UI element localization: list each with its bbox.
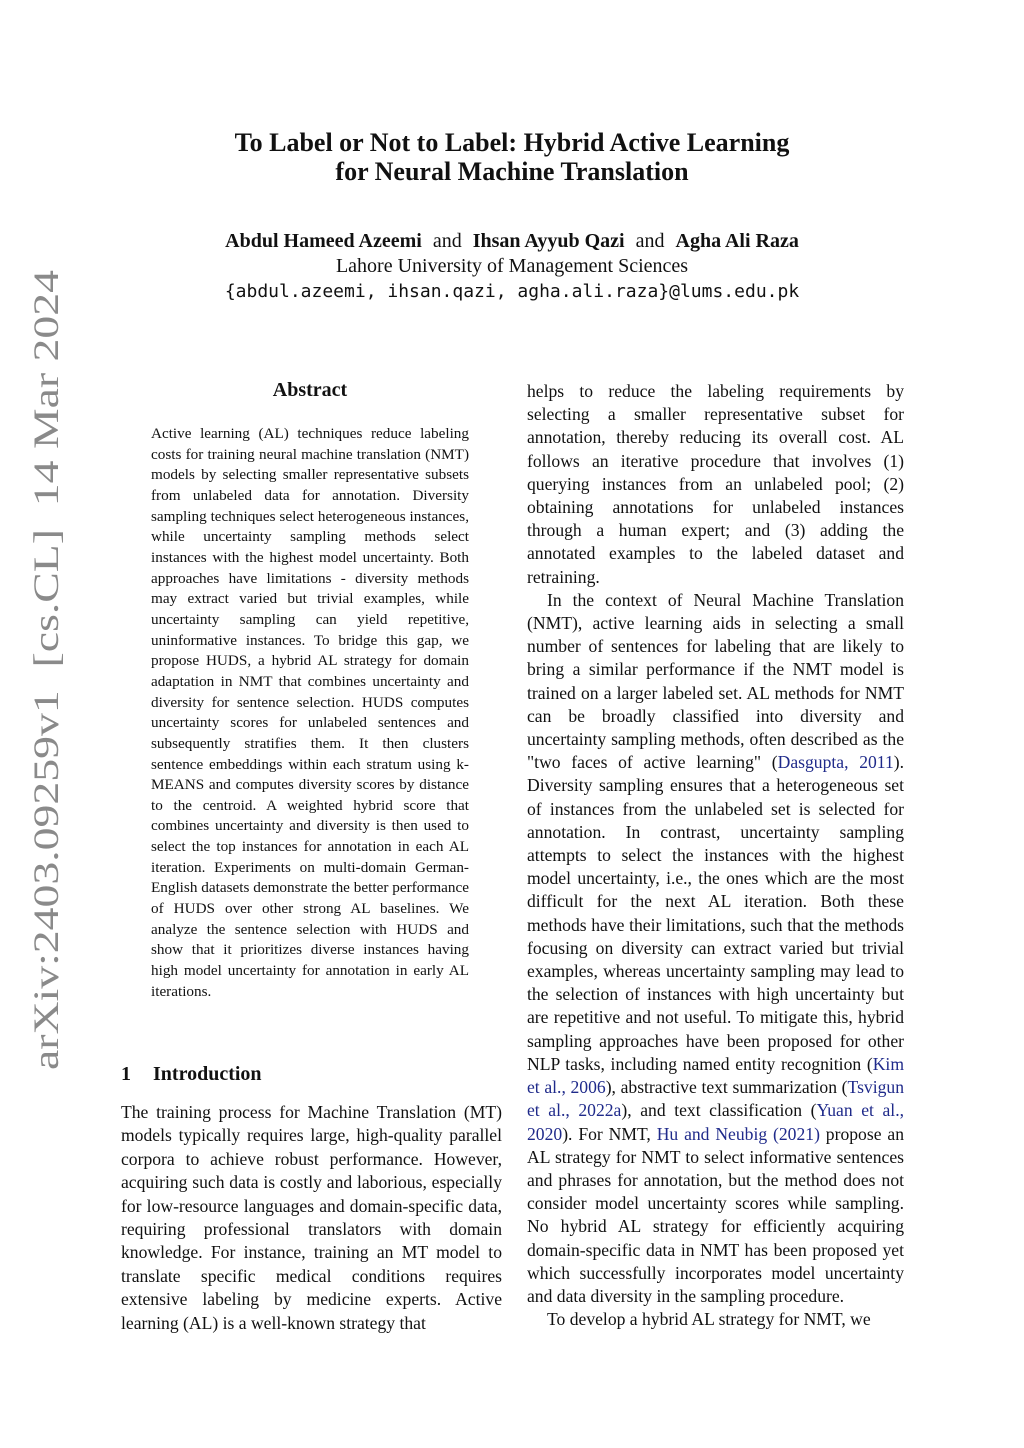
citation-link[interactable]: Hu and Neubig bbox=[656, 1123, 768, 1144]
paper-title-line-1: To Label or Not to Label: Hybrid Active Learning bbox=[234, 128, 790, 157]
right-column-paragraph-3: To develop a hybrid AL strategy for NMT, we bbox=[547, 1309, 871, 1330]
section-number: 1 bbox=[121, 1063, 131, 1085]
author-3: Agha Ali Raza bbox=[675, 230, 799, 252]
citation-link[interactable]: Tsvigun et al., 2022a bbox=[527, 1077, 904, 1121]
section-title: Introduction bbox=[153, 1063, 262, 1085]
text-run: propose an AL strategy for NMT to select informative sentences and phrases for annotation, but the method does not consider model uncertainty scores while sampling. No hybrid AL strategy for efficiently acquiring domain-specific data in NMT has been proposed yet which successfully incorporates model uncertainty and data diversity in the sampling procedure. bbox=[527, 1123, 904, 1306]
author-emails: {abdul.azeemi, ihsan.qazi, agha.ali.raza}@lums.edu.pk bbox=[224, 281, 800, 302]
text-run: ). For NMT, bbox=[562, 1123, 657, 1144]
author-list bbox=[0, 228, 1024, 254]
arxiv-stamp-text: arXiv:2403.09259v1 [cs.CL] 14 Mar 2024 bbox=[26, 440, 66, 1070]
text-run: ). Diversity sampling ensures that a heterogeneous set of instances from the unlabeled set is selected for annotation. In contrast, uncertainty sampling attempts to select the instances with the highest model uncertainty, i.e., the ones which are the most difficult for the next AL iteration. Both these methods have their limitations, such that the methods focusing on diversity can extract varied but trivial examples, whereas uncertainty sampling may lead to the selection of instances with high uncertainty but are repetitive and not useful. To mitigate this, hybrid sampling approaches have been proposed for other NLP tasks, including named entity recognition ( bbox=[527, 752, 905, 1074]
abstract-heading: Abstract bbox=[272, 379, 348, 401]
author-conjunction: and bbox=[635, 230, 665, 252]
abstract-text: Active learning (AL) techniques reduce labeling costs for training neural machine translation (NMT) models by selecting smaller representative subsets from unlabeled data for annotation. Diversity sampling techniques select heterogeneous instances, while uncertainty sampling methods select instances with the highest model uncertainty. Both approaches have limitations - diversity methods may extract varied but trivial examples, while uncertainty sampling can yield repetitive, uninformative instances. To bridge this gap, we propose HUDS, a hybrid AL strategy for domain adaptation in NMT that combines uncertainty and diversity for sentence selection. HUDS computes uncertainty scores for unlabeled sentences and subsequently stratifies them. It then clusters sentence embeddings within each stratum using k-MEANS and computes diversity scores by distance to the centroid. A weighted hybrid score that combines uncertainty and diversity is then used to select the top instances for annotation in each AL iteration. Experiments on multi-domain German-English datasets demonstrate the better performance of HUDS over other strong AL baselines. We analyze the sentence selection with HUDS and show that it prioritizes diverse instances having high model uncertainty for annotation in early AL iterations. bbox=[151, 425, 469, 1000]
paper-title-line-2: for Neural Machine Translation bbox=[335, 157, 689, 186]
author-affiliation: Lahore University of Management Sciences bbox=[335, 255, 689, 277]
author-2: Ihsan Ayyub Qazi bbox=[472, 230, 625, 252]
citation-link[interactable]: Kim et al., 2006 bbox=[527, 1053, 904, 1098]
text-run: In the context of Neural Machine Translation (NMT), active learning aids in selecting a small number of sentences for labeling that are likely to bring a similar performance if the NMT model is trained on a larger labeled set. AL methods for NMT can be broadly classified into diversity and uncertainty sampling methods, often described as the "two faces of active learning" ( bbox=[527, 589, 904, 773]
author-conjunction: and bbox=[432, 230, 462, 252]
right-column-paragraph-1: helps to reduce the labeling requirements by selecting a smaller representative subset for annotation, thereby reducing its overall cost. AL follows an iterative procedure that involves (1) querying instances from an unlabeled pool; (2) obtaining annotations for unlabeled instances through a human expert; and (3) adding the annotated examples to the labeled dataset and retraining. bbox=[527, 381, 904, 587]
right-column bbox=[527, 380, 904, 1331]
right-column-paragraph-2 bbox=[527, 589, 904, 1308]
author-1: Abdul Hameed Azeemi bbox=[225, 230, 422, 252]
paper-title bbox=[0, 128, 1024, 186]
citation-link[interactable]: Dasgupta, 2011 bbox=[777, 752, 894, 773]
text-run: ), and text classification ( bbox=[621, 1100, 817, 1121]
citation-link[interactable]: (2021) bbox=[773, 1123, 820, 1144]
arxiv-identifier-stamp bbox=[20, 250, 72, 1090]
text-run: ), abstractive text summarization ( bbox=[605, 1077, 848, 1098]
citation-link[interactable]: Yuan et al., 2020 bbox=[527, 1100, 904, 1144]
introduction-paragraph-1: The training process for Machine Translation (MT) models typically requires large, high-quality parallel corpora to achieve robust performance. However, acquiring such data is costly and laborious, especially for low-resource languages and domain-specific data, requiring professional translators with domain knowledge. For instance, training an MT model to translate specific medical conditions requires extensive labeling by medicine experts. Active learning (AL) is a well-known strategy that bbox=[121, 1102, 502, 1333]
section-heading-introduction bbox=[121, 1062, 501, 1086]
